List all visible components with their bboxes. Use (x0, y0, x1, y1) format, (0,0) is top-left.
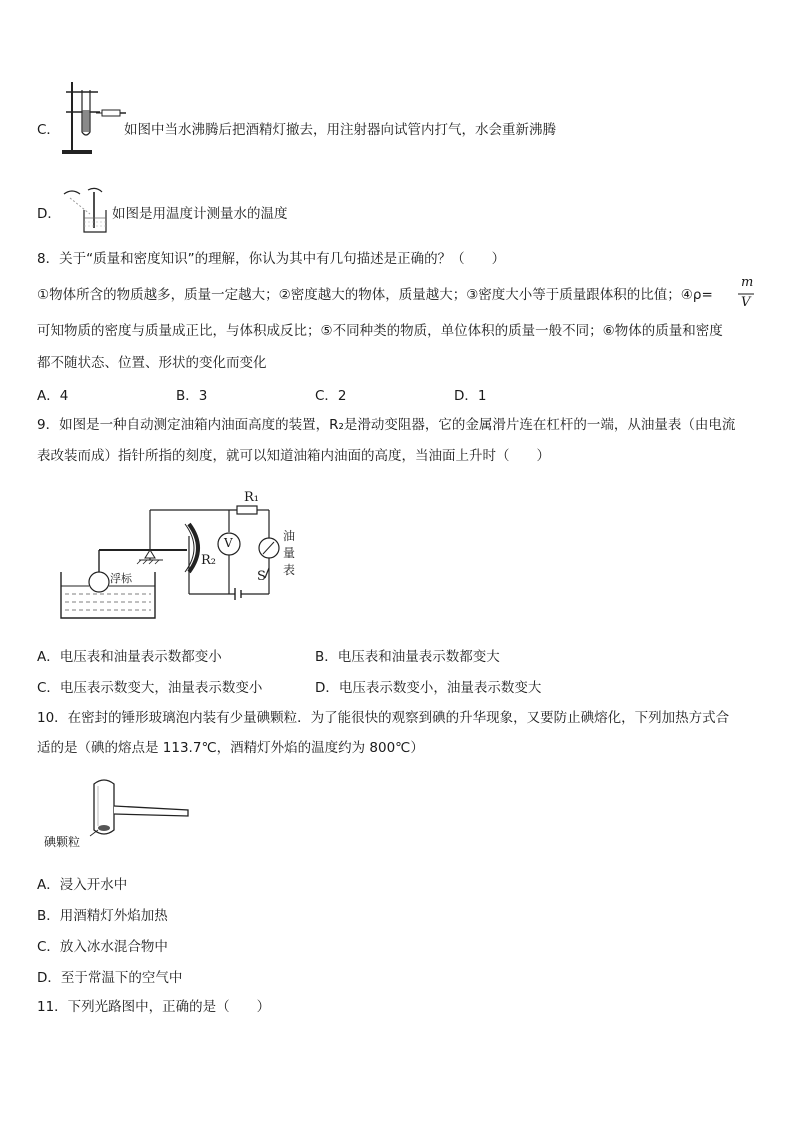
q9-option-a: A．电压表和油量表示数都变小 (37, 649, 222, 665)
q9-option-c: C．电压表示数变大，油量表示数变小 (37, 680, 263, 696)
q9-option-d: D．电压表示数变小，油量表示数变大 (315, 680, 542, 696)
q11-stem: 11．下列光路图中，正确的是（ ） (37, 999, 271, 1015)
q8-line1: ①物体所含的物质越多，质量一定越大；②密度越大的物体，质量越大；③密度大小等于质量跟体积的比值；④ρ= (37, 287, 713, 303)
q7-option-c-text: 如图中当水沸腾后把酒精灯撤去，用注射器向试管内打气，水会重新沸腾 (124, 122, 556, 138)
q8-option-a: A．4 (37, 388, 69, 404)
q7-option-c-figure (58, 80, 128, 158)
q10-stem-line1: 10．在密封的锤形玻璃泡内装有少量碘颗粒．为了能很快的观察到碘的升华现象，又要防止碘熔化，下列加热方式合 (37, 710, 730, 726)
q8-fraction-denominator: V (741, 295, 751, 310)
q9-stem-line1: 9．如图是一种自动测定油箱内油面高度的装置，R₂是滑动变阻器，它的金属滑片连在杠杆的一端，从油量表（由电流 (37, 417, 736, 433)
q10-stem-line2: 适的是（碘的熔点是 113.7℃，酒精灯外焰的温度约为 800℃） (37, 740, 424, 756)
r1-label: R₁ (244, 490, 259, 505)
oil-meter-label-3: 表 (283, 563, 296, 577)
q9-circuit-diagram (55, 488, 315, 628)
q8-line3: 都不随状态、位置、形状的变化而变化 (37, 355, 267, 371)
float-icon (89, 572, 109, 592)
q7-option-d-figure (60, 186, 110, 236)
r1-resistor (237, 506, 257, 514)
q10-option-d: D．至于常温下的空气中 (37, 970, 183, 986)
voltmeter-label: V (224, 536, 233, 550)
q10-option-c: C．放入冰水混合物中 (37, 939, 168, 955)
q10-option-b: B．用酒精灯外焰加热 (37, 908, 168, 924)
q10-option-a: A．浸入开水中 (37, 877, 128, 893)
q7-option-d-text: 如图是用温度计测量水的温度 (112, 206, 288, 222)
q9-option-b: B．电压表和油量表示数都变大 (315, 649, 500, 665)
float-label: 浮标 (110, 572, 132, 585)
q8-line2: 可知物质的密度与质量成正比，与体积成反比；⑤不同种类的物质，单位体积的质量一般不同；⑥物体的质量和密度 (37, 323, 723, 339)
q8-option-c: C．2 (315, 388, 347, 404)
q8-fraction-numerator: m (741, 275, 754, 290)
q9-stem-line2: 表改装而成）指针所指的刻度，就可以知道油箱内油面的高度，当油面上升时（ ） (37, 448, 550, 464)
oil-meter-label-1: 油 (283, 529, 296, 543)
iodine-label: 碘颗粒 (44, 835, 81, 849)
q8-option-b: B．3 (176, 388, 208, 404)
q8-stem: 8．关于“质量和密度知识”的理解，你认为其中有几句描述是正确的？（ ） (37, 251, 506, 267)
oil-meter-label-2: 量 (283, 546, 296, 560)
q7-option-d-letter: D． (37, 206, 61, 222)
q7-option-c-letter: C． (37, 122, 60, 138)
q10-iodine-bulb-figure (88, 776, 198, 842)
r2-label: R₂ (201, 553, 216, 568)
q8-option-d: D．1 (454, 388, 487, 404)
switch-label: S (257, 569, 266, 584)
